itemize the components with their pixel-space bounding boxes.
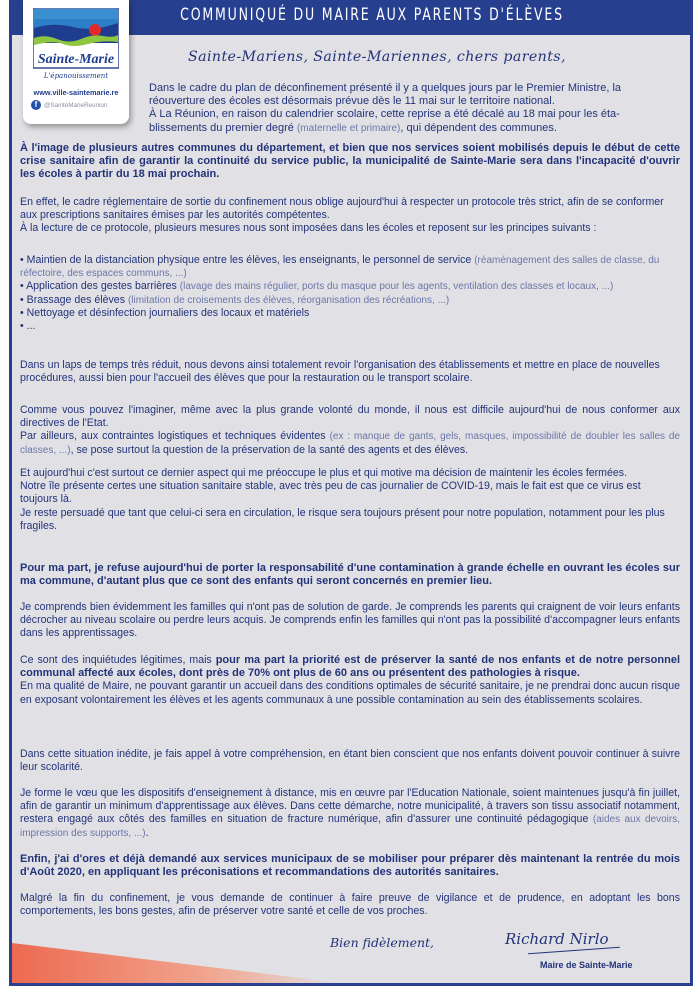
salutation: Sainte-Mariens, Sainte-Mariennes, chers parents, [188, 49, 566, 65]
paragraph-line: Et aujourd'hui c'est surtout ce dernier aspect qui me préoccupe le plus et qui motive ma décision de maintenir les écoles fermées. [20, 467, 628, 479]
list-item-text: • ... [20, 320, 36, 333]
signature-role: Maire de Sainte-Marie [540, 960, 633, 970]
intro-line: À La Réunion, en raison du calendrier scolaire, cette reprise a été décalé au 18 mai pour les éta- [149, 108, 620, 121]
paragraph-text: , se pose surtout la question de la préservation de la santé des agents et des élèves. [70, 443, 469, 456]
intro-line [149, 122, 680, 135]
paragraph-line: Notre île présente certes une situation sanitaire stable, avec très peu de cas journalier de COVID-19, mais le fait est que ce virus est toujours là. [20, 480, 641, 506]
paragraph-line: À la lecture de ce protocole, plusieurs mesures nous sont imposées dans les écoles et reposent sur les principes suivants : [20, 222, 597, 235]
list-item-note: (lavage des mains régulier, ports du masque pour les agents, ventilation des classes et locaux, ...) [179, 281, 614, 293]
intro-line: Dans le cadre du plan de déconfinement présenté il y a quelques jours par le Premier Ministre, la [149, 82, 622, 94]
paragraph-priority [20, 654, 680, 707]
paragraph-bold-closure-notice: À l'image de plusieurs autres communes du département, et bien que nos services soient mobilisés depuis le début de cette crise sanitaire afin de garantir la continuité du service public, la municipalité de Sainte-Marie sera dans l'incapacité d'ouvrir les écoles à partir du 18 mai prochain. [20, 142, 680, 181]
paragraph-note: (ex : manque de gants, gels, masques, impossibilité de doubler les salles de classes, ...) [20, 431, 680, 456]
paragraph-text: . [145, 826, 149, 839]
paragraph-line: En ma qualité de Maire, ne pouvant garantir un accueil dans des conditions optimales de sécurité sanitaire, je ne prendrai donc aucun risque en exposant volontairement les élèves et les agents communaux à une possible contamination au sein des établissements scolaires. [20, 680, 680, 706]
paragraph-line [20, 430, 680, 456]
measures-list [20, 254, 680, 333]
paragraph-text: Par ailleurs, aux contraintes logistiques et techniques évidentes [20, 430, 330, 443]
closing-phrase: Bien fidèlement, [330, 935, 435, 950]
intro-line: réouverture des écoles est désormais prévue dès le 11 mai sur le territoire national. [149, 95, 555, 108]
facebook-icon: f [31, 100, 41, 110]
paragraph-reorganisation: Dans un laps de temps très réduit, nous devons ainsi totalement revoir l'organisation des établissements et mettre en place de nouvelles procédures, aussi bien pour l'accueil des élèves que pour la restauration ou le transport scolaire. [20, 359, 660, 385]
paragraph-bold-responsibility: Pour ma part, je refuse aujourd'hui de porter la responsabilité d'une contamination à grande échelle en ouvrant les écoles sur ma commune, d'autant plus que ce sont des enfants qui seront concernés en premier lieu. [20, 562, 680, 588]
paragraph-vigilance: Malgré la fin du confinement, je vous demande de continuer à faire preuve de vigilance et de prudence, en adoptant les bons comportements, les bons gestes, afin de préserver votre santé et celle de vos proches. [20, 892, 680, 918]
logo-card [23, 0, 129, 124]
logo-tagline: L'épanouissement [43, 72, 109, 80]
paragraph-text: Ce sont des inquiétudes légitimes, mais [20, 654, 216, 666]
list-item [20, 320, 680, 333]
list-item [20, 294, 680, 307]
paragraph-families: Je comprends bien évidemment les familles qui n'ont pas de solution de garde. Je comprends les parents qui craignent de voir leurs enfants décrocher au niveau scolaire ou perdre leurs acquis. Je comprends enfin les familles qui n'ont pas la possibilité d'accompagner leurs enfants dans les apprentissages. [20, 601, 680, 640]
sainte-marie-logo [33, 8, 119, 84]
website-link[interactable]: www.ville-saintemarie.re [33, 88, 119, 97]
paragraph-text: Je forme le vœu que les dispositifs d'enseignement à distance, mis en œuvre par l'Education Nationale, soient maintenues jusqu'à fin juillet, afin de garantir un minimum d'apprentissage aux élèves. Dans cette démarche, notre municipalité, à travers son tissu associatif notamment, restera engagé aux côtés des familles en situation de fracture numérique, afin d'assurer une continuité pédagogique [20, 787, 680, 826]
list-item [20, 307, 680, 320]
paragraph-health-concern [20, 467, 680, 533]
paragraph-understanding: Dans cette situation inédite, je fais appel à votre compréhension, en étant bien conscient que nos enfants doivent pouvoir continuer à suivre leur scolarité. [20, 748, 680, 774]
paragraph-bold-august-return: Enfin, j'ai d'ores et déjà demandé aux services municipaux de se mobiliser pour préparer dès maintenant la rentrée du mois d'Août 2020, en appliquant les préconisations et recommandations des autorités sanitaires. [20, 853, 680, 879]
paragraph-bold-text: pour ma part la priorité est de préserver la santé de nos enfants et de notre personnel communal affecté aux écoles, dont près de 70% ont plus de 60 ans ou présentent des pathologies à risque. [20, 654, 681, 680]
paragraph-note: (aides aux devoirs, impression des supports, ...) [20, 814, 680, 839]
intro-text: blissements du premier degré [149, 121, 297, 134]
paragraph-constraints [20, 404, 680, 457]
paragraph-line: Je reste persuadé que tant que celui-ci sera en circulation, le risque sera toujours présent pour notre population, notamment pour les plus fragiles. [20, 506, 665, 532]
signature-name: Richard Nirlo [505, 930, 609, 948]
list-item [20, 254, 680, 280]
list-item-note: (limitation de croisements des élèves, réorganisation des récréations, ...) [127, 294, 450, 306]
facebook-handle: @SainteMarieReunion [44, 101, 108, 109]
paragraph-line [20, 654, 680, 680]
list-item-text: • Application des gestes barrières [20, 280, 180, 293]
paragraph-line: En effet, le cadre réglementaire de sortie du confinement nous oblige aujourd'hui à respecter un protocole très strict, afin de se conformer aux prescriptions sanitaires émises par les autorités compétentes. [20, 196, 664, 222]
list-item-text: • Maintien de la distanciation physique entre les élèves, les enseignants, le personnel de service [20, 254, 475, 266]
intro-text: , qui dépendent des communes. [400, 121, 557, 134]
paragraph-remote-learning [20, 787, 680, 840]
facebook-link[interactable] [31, 100, 107, 110]
paragraph-line: Comme vous pouvez l'imaginer, même avec la plus grande volonté du monde, il nous est difficile aujourd'hui de nous conformer aux directives de l'Etat. [20, 404, 680, 430]
paragraph-protocol [20, 196, 680, 236]
intro-note: (maternelle et primaire) [296, 122, 401, 134]
list-item-text: • Nettoyage et désinfection journaliers des locaux et matériels [20, 306, 310, 319]
intro-paragraph [149, 82, 680, 135]
logo-wordmark: Sainte-Marie [37, 52, 115, 67]
list-item [20, 280, 680, 293]
list-item-text: • Brassage des élèves [20, 293, 128, 306]
page-title: COMMUNIQUÉ DU MAIRE AUX PARENTS D'ÉLÈVES [180, 5, 564, 25]
list-item-note: (réaménagement des salles de classe, du réfectoire, des espaces communs, ...) [20, 255, 660, 280]
